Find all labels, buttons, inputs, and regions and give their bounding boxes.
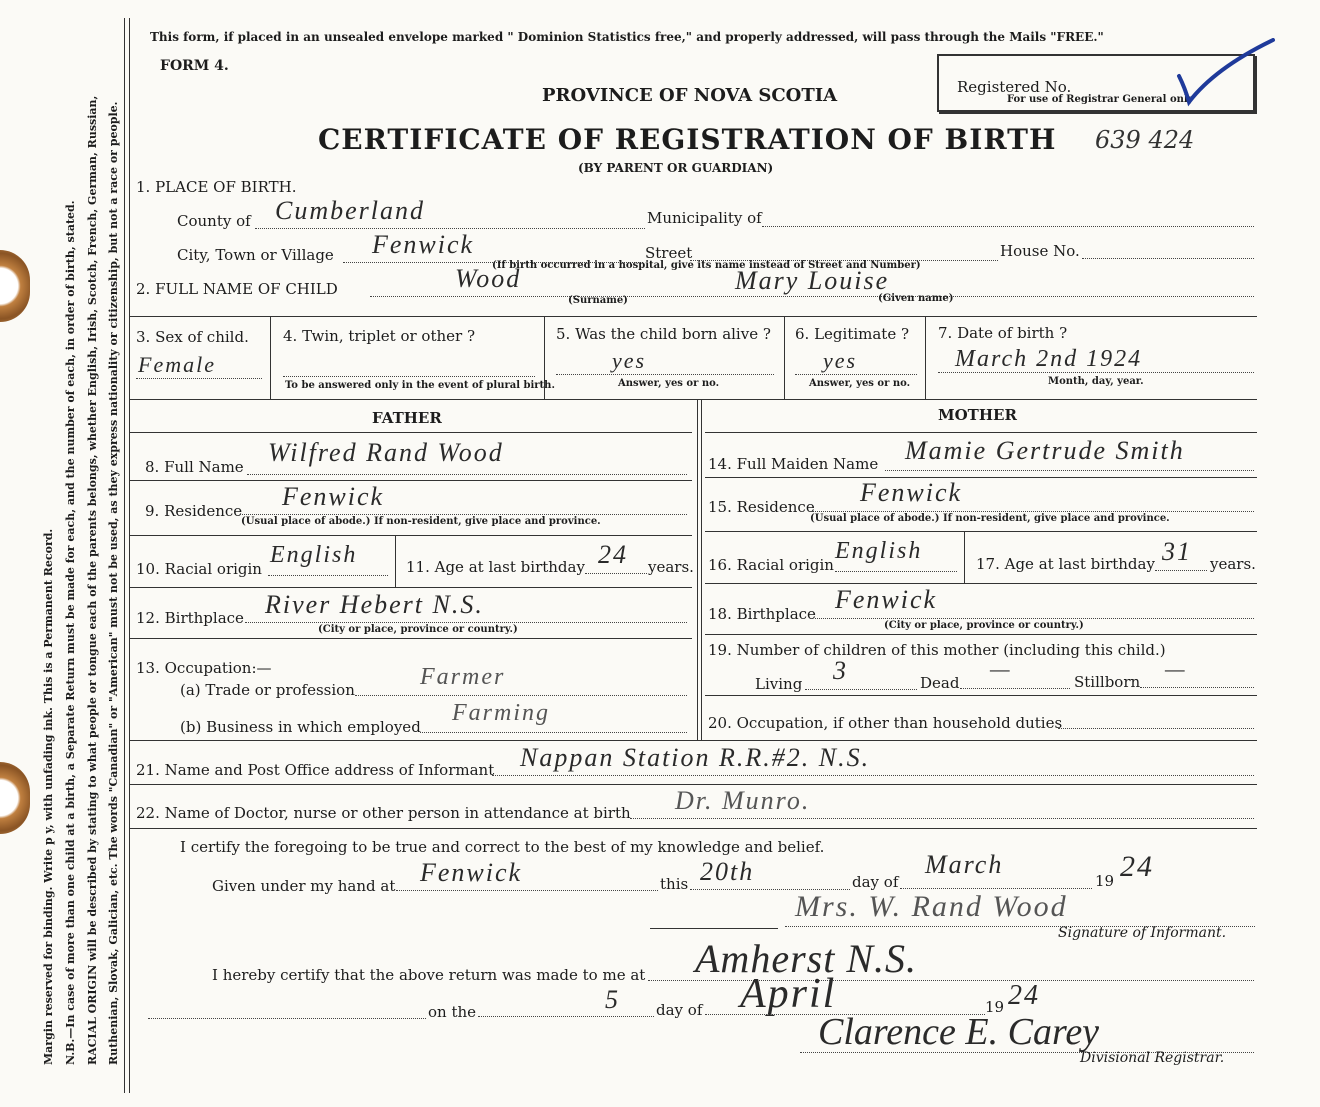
registrar-statement: I hereby certify that the above return was made to me at bbox=[212, 966, 646, 984]
father-birthplace-note: (City or place, province or country.) bbox=[318, 624, 518, 635]
registrar-signature-caption: Divisional Registrar. bbox=[1080, 1050, 1225, 1066]
certificate-subtitle: (BY PARENT OR GUARDIAN) bbox=[578, 161, 774, 175]
father-birthplace-value: River Hebert N.S. bbox=[265, 590, 484, 619]
parents-divider-inner bbox=[701, 400, 702, 740]
parents-bottom-rule bbox=[130, 740, 1257, 741]
mother-age-value: 31 bbox=[1162, 537, 1192, 566]
father-residence-line bbox=[240, 514, 687, 515]
father-business-value: Farming bbox=[452, 700, 550, 726]
registrar-year-value: 24 bbox=[1008, 980, 1040, 1011]
doctor-value: Dr. Munro. bbox=[675, 786, 811, 815]
doctor-rule bbox=[130, 828, 1257, 829]
city-label: City, Town or Village bbox=[177, 246, 334, 264]
father-trade-line bbox=[355, 695, 687, 696]
father-birthplace-label: 12. Birthplace bbox=[136, 609, 244, 627]
place-of-birth-heading: 1. PLACE OF BIRTH. bbox=[136, 178, 297, 196]
registrar-dayof-label: day of bbox=[656, 1001, 703, 1019]
county-label: County of bbox=[177, 212, 251, 230]
living-value: 3 bbox=[833, 656, 848, 685]
father-residence-value: Fenwick bbox=[282, 482, 385, 511]
father-residence-label: 9. Residence bbox=[145, 502, 243, 520]
certify-place-line bbox=[396, 890, 658, 891]
mother-birthplace-rule bbox=[705, 634, 1257, 635]
stillborn-label: Stillborn bbox=[1074, 673, 1141, 691]
father-trade-label: (a) Trade or profession bbox=[180, 681, 355, 699]
dead-value: — bbox=[990, 656, 1012, 681]
registrar-month-value: April bbox=[740, 971, 837, 1017]
registrar-day-line bbox=[478, 1016, 654, 1017]
margin-note-multiple-births: N.B.—In case of more than one child at a birth, a Separate Return must be made for each, and the number of each, in order of birth, stated. bbox=[64, 200, 77, 1065]
mother-birthplace-label: 18. Birthplace bbox=[708, 605, 816, 623]
father-occupation-label: 13. Occupation:— bbox=[136, 659, 272, 677]
mother-age-line bbox=[1155, 570, 1207, 571]
living-line bbox=[805, 689, 917, 690]
born-alive-line bbox=[556, 374, 774, 375]
father-business-label: (b) Business in which employed bbox=[180, 718, 421, 736]
province-title: PROVINCE OF NOVA SCOTIA bbox=[542, 85, 838, 106]
certify-year-value: 24 bbox=[1120, 850, 1154, 883]
mother-birthplace-note: (City or place, province or country.) bbox=[884, 620, 1084, 631]
house-number-label: House No. bbox=[1000, 242, 1080, 260]
doctor-line bbox=[630, 818, 1254, 819]
divider-alive-legit bbox=[784, 316, 785, 399]
mother-heading: MOTHER bbox=[938, 406, 1017, 424]
born-alive-note: Answer, yes or no. bbox=[618, 378, 720, 389]
stillborn-value: — bbox=[1165, 656, 1187, 681]
margin-rule bbox=[124, 18, 125, 1093]
father-race-label: 10. Racial origin bbox=[136, 560, 262, 578]
legitimate-label: 6. Legitimate ? bbox=[795, 325, 910, 343]
twin-line bbox=[283, 376, 535, 377]
informant-signature: Mrs. W. Rand Wood bbox=[795, 890, 1068, 923]
dob-line bbox=[938, 372, 1254, 373]
informant-address-value: Nappan Station R.R.#2. N.S. bbox=[520, 743, 871, 772]
father-years-label: years. bbox=[648, 558, 694, 576]
registrar-blank-line bbox=[148, 1018, 426, 1019]
margin-rule-inner bbox=[129, 18, 130, 1093]
registrar-year-prefix: 19 bbox=[985, 998, 1005, 1016]
given-under-label: Given under my hand at bbox=[212, 877, 396, 895]
father-name-rule bbox=[130, 480, 692, 481]
father-heading: FATHER bbox=[372, 409, 442, 427]
dob-label: 7. Date of birth ? bbox=[938, 324, 1068, 342]
municipality-line bbox=[762, 226, 1254, 227]
mother-race-rule bbox=[705, 583, 1257, 584]
dob-note: Month, day, year. bbox=[1048, 376, 1144, 387]
mother-residence-line bbox=[812, 511, 1254, 512]
certify-month-line bbox=[900, 888, 1092, 889]
informant-rule bbox=[130, 784, 1257, 785]
certify-year-prefix: 19 bbox=[1095, 872, 1115, 890]
father-name-line bbox=[247, 474, 687, 475]
margin-note-racial-origin: RACIAL ORIGIN will be described by stating to what people or tongue each of the parents belongs, whether English, Irish, Scotch, French, German, Russian, bbox=[86, 95, 99, 1065]
house-number-line bbox=[1082, 258, 1254, 259]
dob-value: March 2nd 1924 bbox=[955, 346, 1143, 372]
mother-race-value: English bbox=[835, 538, 923, 564]
county-value: Cumberland bbox=[275, 196, 425, 225]
sex-label: 3. Sex of child. bbox=[136, 328, 249, 346]
certify-dayof-label: day of bbox=[852, 873, 899, 891]
mother-residence-label: 15. Residence bbox=[708, 498, 815, 516]
row3-top-border bbox=[130, 316, 1257, 317]
certify-day-value: 20th bbox=[700, 857, 755, 886]
father-name-label: 8. Full Name bbox=[145, 458, 244, 476]
mother-race-divider bbox=[964, 531, 965, 583]
registrar-signature: Clarence E. Carey bbox=[818, 1011, 1100, 1053]
dead-label: Dead bbox=[920, 674, 960, 692]
informant-signature-caption: Signature of Informant. bbox=[1058, 925, 1227, 941]
living-label: Living bbox=[755, 675, 803, 693]
mother-birthplace-line bbox=[815, 618, 1254, 619]
county-line bbox=[255, 228, 645, 229]
stillborn-line bbox=[1140, 687, 1254, 688]
divider-legit-dob bbox=[925, 316, 926, 399]
certify-this-label: this bbox=[660, 875, 689, 893]
father-age-line bbox=[585, 573, 647, 574]
born-alive-label: 5. Was the child born alive ? bbox=[556, 325, 771, 343]
father-race-value: English bbox=[270, 542, 358, 568]
sex-line bbox=[136, 378, 262, 379]
certificate-title: CERTIFICATE OF REGISTRATION OF BIRTH bbox=[318, 123, 1057, 156]
binding-hole-bottom bbox=[0, 762, 30, 834]
mother-name-label: 14. Full Maiden Name bbox=[708, 455, 879, 473]
doctor-label: 22. Name of Doctor, nurse or other person in attendance at birth bbox=[136, 804, 631, 822]
father-race-divider bbox=[395, 535, 396, 587]
legitimate-note: Answer, yes or no. bbox=[809, 378, 911, 389]
dead-line bbox=[960, 688, 1070, 689]
mother-heading-rule bbox=[705, 432, 1257, 433]
father-race-rule bbox=[130, 587, 692, 588]
registered-number-label: Registered No. bbox=[957, 78, 1072, 96]
born-alive-value: yes bbox=[612, 348, 647, 373]
margin-note-racial-origin-cont: Ruthenian, Slovak, Galician, etc. The words "Canadian" or "American" must not be used, as they express nationality or citizenship, but not a race or people. bbox=[107, 101, 120, 1065]
father-age-value: 24 bbox=[598, 540, 628, 569]
street-label: Street bbox=[645, 244, 693, 262]
binding-hole-top bbox=[0, 250, 30, 322]
child-given-name-value: Mary Louise bbox=[735, 266, 890, 295]
row3-bottom-border bbox=[130, 399, 1257, 400]
legitimate-value: yes bbox=[823, 348, 858, 373]
mother-name-rule bbox=[705, 477, 1257, 478]
father-age-label: 11. Age at last birthday bbox=[406, 558, 585, 576]
form-number: FORM 4. bbox=[160, 58, 229, 74]
certify-place-value: Fenwick bbox=[420, 858, 523, 887]
mother-occupation-label: 20. Occupation, if other than household duties bbox=[708, 714, 1063, 732]
father-trade-value: Farmer bbox=[420, 664, 506, 690]
father-heading-rule bbox=[130, 432, 692, 433]
father-business-line bbox=[420, 732, 687, 733]
mother-occupation-line bbox=[1058, 728, 1254, 729]
certify-statement: I certify the foregoing to be true and correct to the best of my knowledge and belief. bbox=[180, 838, 825, 856]
twin-label: 4. Twin, triplet or other ? bbox=[283, 327, 475, 345]
father-residence-note: (Usual place of abode.) If non-resident, give place and province. bbox=[241, 516, 601, 527]
father-residence-rule bbox=[130, 535, 692, 536]
registrar-place-value: Amherst N.S. bbox=[695, 936, 917, 981]
informant-label: 21. Name and Post Office address of Informant bbox=[136, 761, 495, 779]
mother-race-line bbox=[835, 571, 957, 572]
hospital-note: (If birth occurred in a hospital, give its name instead of Street and Number) bbox=[492, 260, 921, 271]
mother-name-value: Mamie Gertrude Smith bbox=[905, 436, 1185, 465]
mail-note: This form, if placed in an unsealed envelope marked " Dominion Statistics free," and properly addressed, will pass through the Mails "FREE." bbox=[150, 30, 1104, 44]
surname-caption: (Surname) bbox=[568, 295, 628, 306]
twin-note: To be answered only in the event of plural birth. bbox=[285, 380, 555, 391]
check-mark-icon bbox=[1175, 38, 1280, 108]
mother-residence-note: (Usual place of abode.) If non-resident, give place and province. bbox=[810, 513, 1170, 524]
registered-number-note: For use of Registrar General only bbox=[1007, 94, 1194, 105]
mother-residence-rule bbox=[705, 531, 1257, 532]
registration-number: 639 424 bbox=[1095, 126, 1195, 154]
signature-short-line bbox=[650, 928, 778, 929]
father-birthplace-line bbox=[245, 622, 687, 623]
mother-residence-value: Fenwick bbox=[860, 478, 963, 507]
given-name-caption: (Given name) bbox=[878, 293, 954, 304]
registrar-onthe-label: on the bbox=[428, 1003, 477, 1021]
mother-name-line bbox=[885, 470, 1254, 471]
mother-race-label: 16. Racial origin bbox=[708, 556, 834, 574]
father-birthplace-rule bbox=[130, 638, 692, 639]
mother-children-label: 19. Number of children of this mother (including this child.) bbox=[708, 641, 1166, 659]
registrar-day-value: 5 bbox=[605, 985, 620, 1014]
mother-birthplace-value: Fenwick bbox=[835, 585, 938, 614]
child-name-label: 2. FULL NAME OF CHILD bbox=[136, 280, 338, 298]
father-race-line bbox=[268, 575, 388, 576]
registrar-place-line bbox=[648, 980, 1254, 981]
sex-value: Female bbox=[138, 352, 216, 377]
certify-month-value: March bbox=[925, 850, 1004, 879]
margin-note-binding: Margin reserved for binding. Write p y, with unfading ink. This is a Permanent Record. bbox=[42, 528, 55, 1065]
child-surname-value: Wood bbox=[455, 264, 522, 293]
legitimate-line bbox=[795, 374, 917, 375]
mother-age-label: 17. Age at last birthday bbox=[976, 555, 1155, 573]
divider-sex-twin bbox=[270, 316, 271, 399]
mother-years-label: years. bbox=[1210, 555, 1256, 573]
father-name-value: Wilfred Rand Wood bbox=[268, 438, 504, 467]
municipality-label: Municipality of bbox=[647, 209, 762, 227]
child-name-line bbox=[370, 296, 1254, 297]
mother-children-rule bbox=[705, 695, 1257, 696]
city-value: Fenwick bbox=[372, 230, 475, 259]
parents-divider bbox=[697, 400, 698, 740]
informant-line bbox=[492, 775, 1254, 776]
